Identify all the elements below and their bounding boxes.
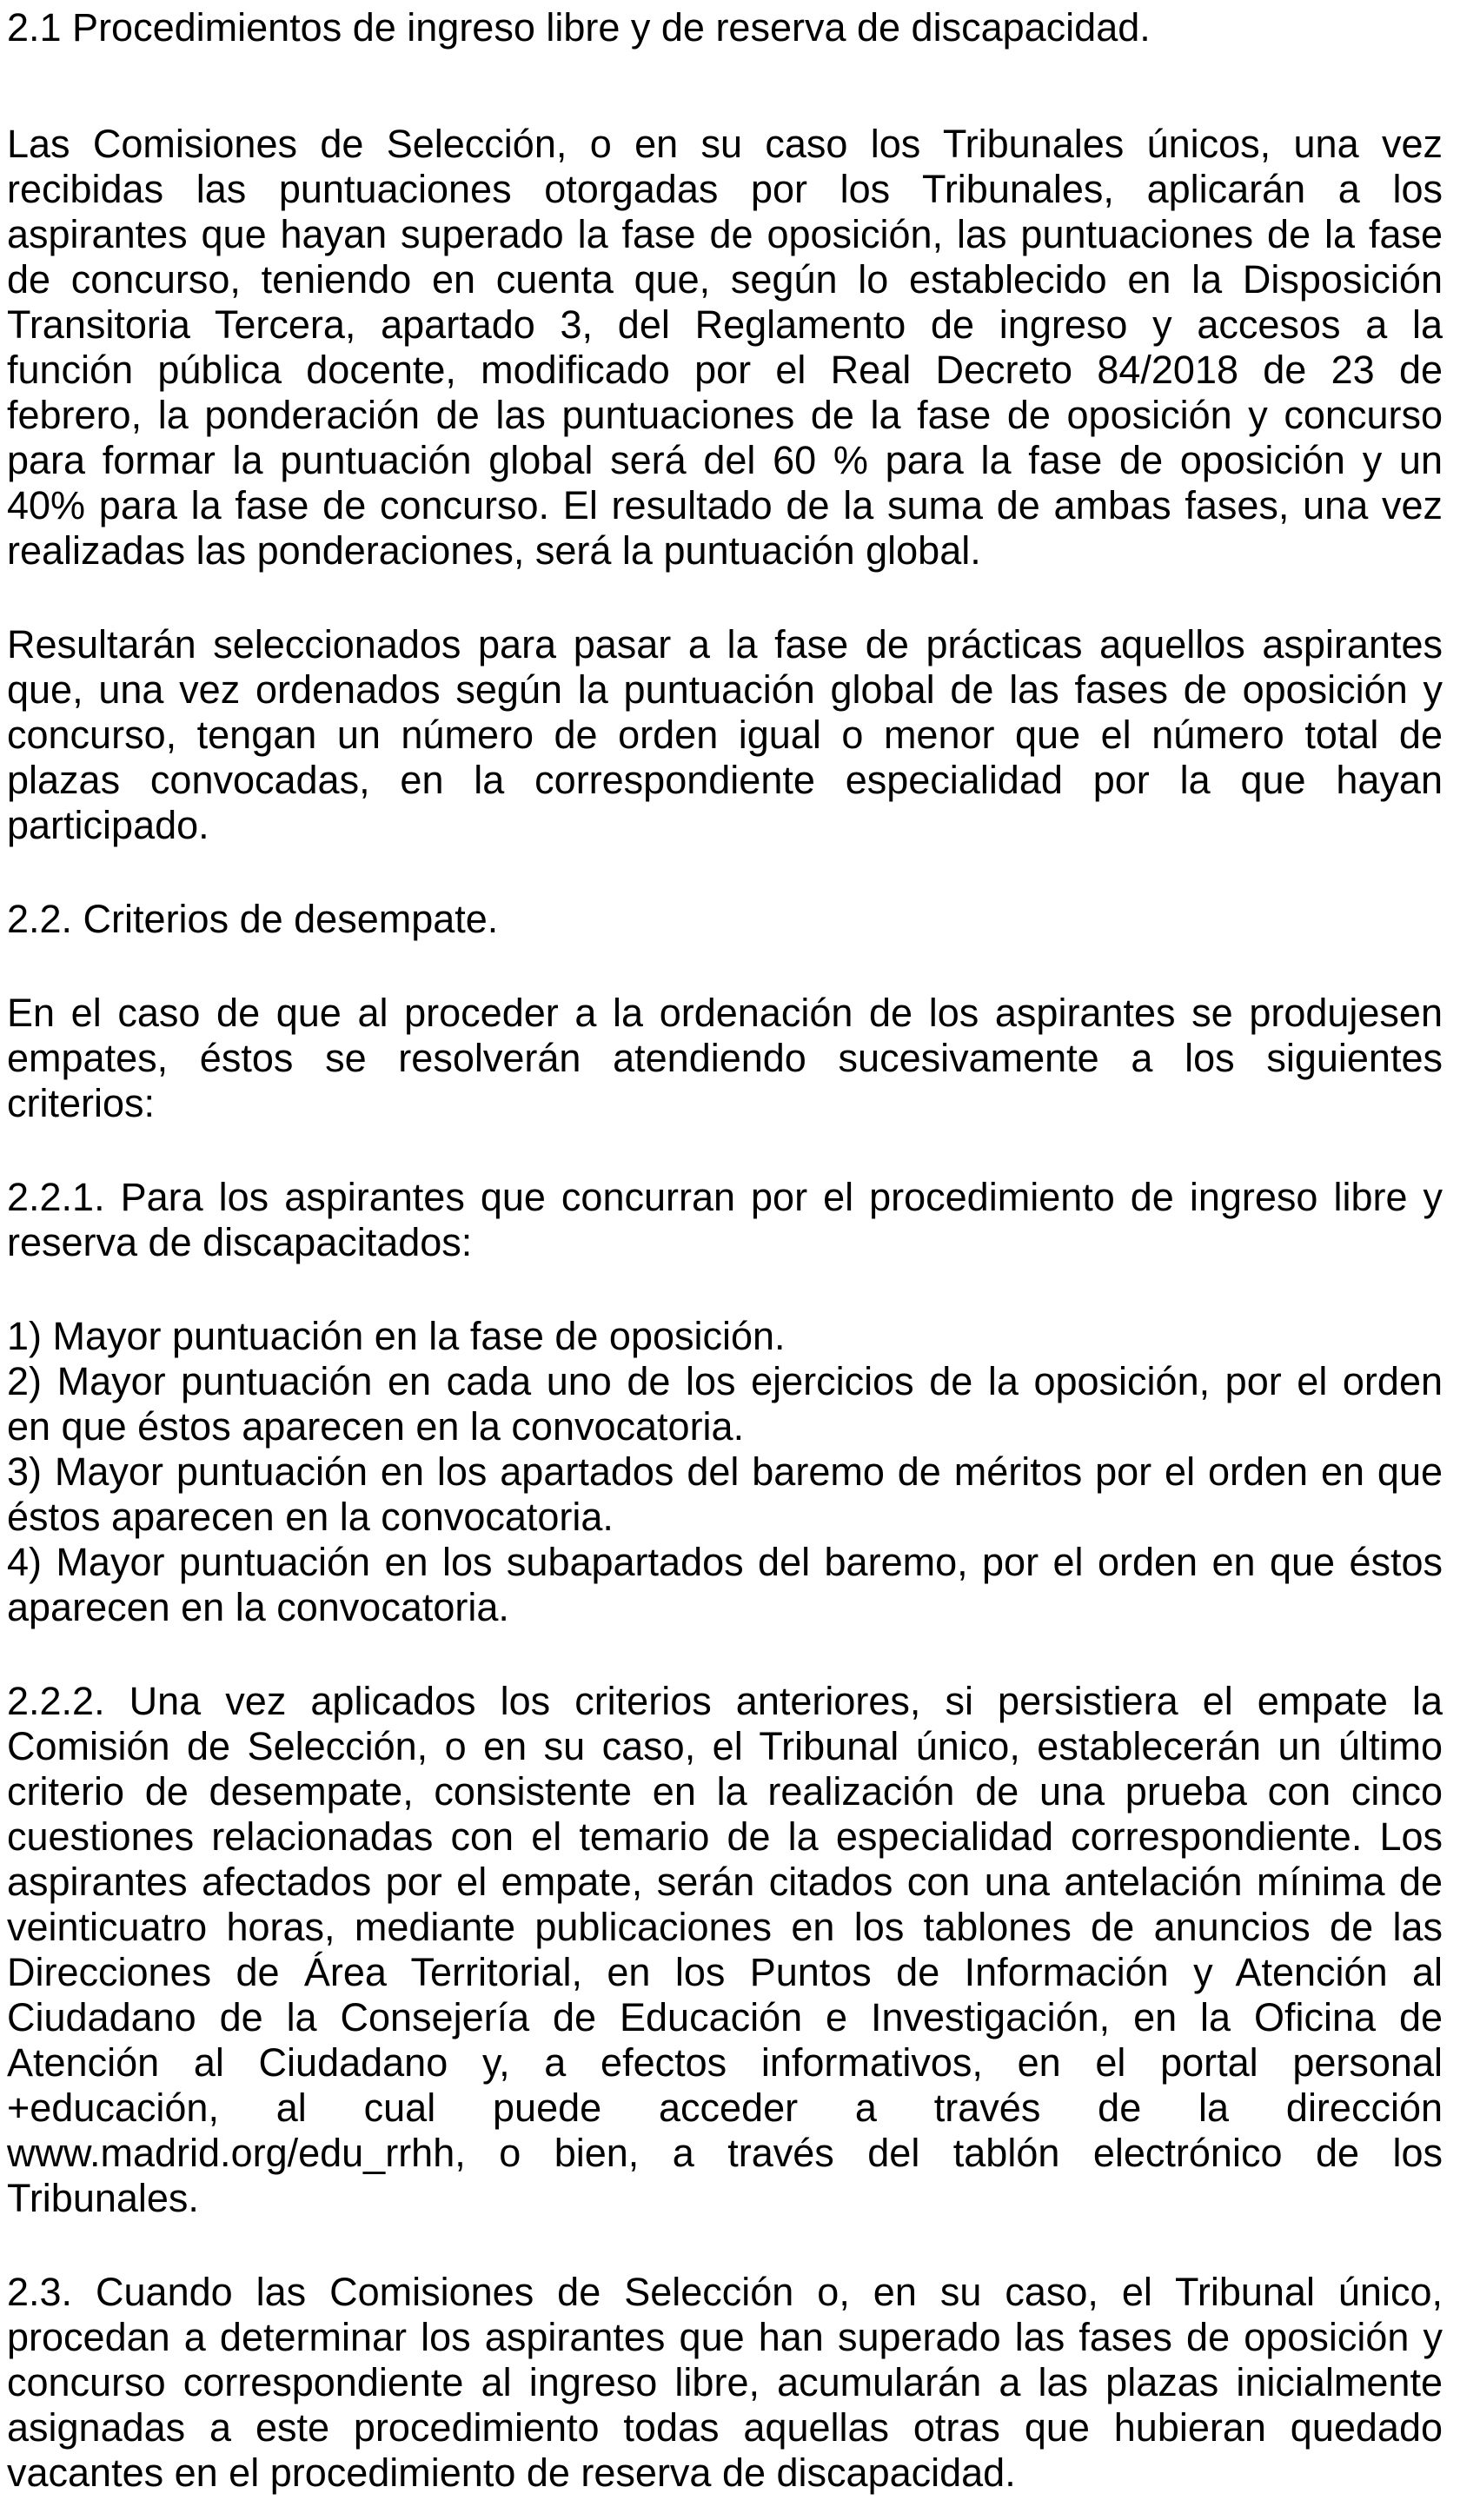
text-line: febrero, la ponderación de las puntuaciones de la fase de oposición y concurso <box>7 393 1443 437</box>
text-paragraph <box>7 1679 1443 2221</box>
text-paragraph <box>7 1175 1443 1265</box>
list-item <box>7 1540 1443 1630</box>
para-seleccionados <box>7 622 1443 848</box>
text-line: participado. <box>7 803 209 847</box>
text-line: Las Comisiones de Selección, o en su caso los Tribunales únicos, una vez <box>7 122 1443 166</box>
text-paragraph <box>7 122 1443 574</box>
text-line: concurso correspondiente al ingreso libre, acumularán a las plazas inicialmente <box>7 2360 1443 2404</box>
text-line: 1) Mayor puntuación en la fase de oposición. <box>7 1314 786 1358</box>
text-paragraph <box>7 991 1443 1126</box>
text-line: vacantes en el procedimiento de reserva de discapacidad. <box>7 2450 1016 2495</box>
text-line: recibidas las puntuaciones otorgadas por los Tribunales, aplicarán a los <box>7 167 1443 211</box>
heading-2-1 <box>7 5 1443 50</box>
text-line: 2.1 Procedimientos de ingreso libre y de reserva de discapacidad. <box>7 5 1151 50</box>
text-line: empates, éstos se resolverán atendiendo sucesivamente a los siguientes <box>7 1036 1443 1080</box>
list-item <box>7 1449 1443 1540</box>
text-line: veinticuatro horas, mediante publicaciones en los tablones de anuncios de las <box>7 1905 1443 1949</box>
text-line: Ciudadano de la Consejería de Educación e Investigación, en la Oficina de <box>7 1995 1443 2039</box>
text-line: Transitoria Tercera, apartado 3, del Reglamento de ingreso y accesos a la <box>7 302 1443 347</box>
text-line: 2.2.2. Una vez aplicados los criterios anteriores, si persistiera el empate la <box>7 1679 1443 1723</box>
text-line: Resultarán seleccionados para pasar a la fase de prácticas aquellos aspirantes <box>7 622 1443 666</box>
para-empates <box>7 991 1443 1126</box>
text-line: éstos aparecen en la convocatoria. <box>7 1495 614 1539</box>
text-line: que, una vez ordenados según la puntuación global de las fases de oposición y <box>7 667 1443 712</box>
text-line: 3) Mayor puntuación en los apartados del baremo de méritos por el orden en que <box>7 1449 1443 1494</box>
text-line: concurso, tengan un número de orden igual o menor que el número total de <box>7 713 1443 757</box>
text-line: criterio de desempate, consistente en la realización de una prueba con cinco <box>7 1769 1443 1814</box>
text-line: Atención al Ciudadano y, a efectos informativos, en el portal personal <box>7 2040 1443 2085</box>
para-2-2-2 <box>7 1679 1443 2221</box>
text-paragraph <box>7 5 1443 50</box>
text-line: aspirantes afectados por el empate, serán citados con una antelación mínima de <box>7 1860 1443 1904</box>
text-line: 2.2.1. Para los aspirantes que concurran por el procedimiento de ingreso libre y <box>7 1175 1443 1219</box>
heading-2-2 <box>7 897 1443 942</box>
text-line: para formar la puntuación global será del 60 % para la fase de oposición y un <box>7 438 1443 482</box>
text-paragraph <box>7 897 1443 942</box>
para-2-3 <box>7 2270 1443 2496</box>
text-line: Tribunales. <box>7 2176 199 2220</box>
text-line: 4) Mayor puntuación en los subapartados del baremo, por el orden en que éstos <box>7 1540 1443 1584</box>
document-page <box>7 5 1443 2496</box>
text-line: 40% para la fase de concurso. El resultado de la suma de ambas fases, una vez <box>7 483 1443 527</box>
text-line: 2.2. Criterios de desempate. <box>7 897 499 941</box>
text-line: 2) Mayor puntuación en cada uno de los ejercicios de la oposición, por el orden <box>7 1359 1443 1403</box>
text-line: Direcciones de Área Territorial, en los Puntos de Información y Atención al <box>7 1950 1443 1994</box>
text-line: plazas convocadas, en la correspondiente especialidad por la que hayan <box>7 758 1443 802</box>
text-line: 2.3. Cuando las Comisiones de Selección o, en su caso, el Tribunal único, <box>7 2270 1443 2314</box>
text-line: asignadas a este procedimiento todas aquellas otras que hubieran quedado <box>7 2405 1443 2450</box>
text-line: realizadas las ponderaciones, será la puntuación global. <box>7 528 981 573</box>
heading-2-2-1 <box>7 1175 1443 1265</box>
text-line: aspirantes que hayan superado la fase de oposición, las puntuaciones de la fase <box>7 212 1443 256</box>
text-line: procedan a determinar los aspirantes que han superado las fases de oposición y <box>7 2315 1443 2359</box>
text-line: www.madrid.org/edu_rrhh, o bien, a través del tablón electrónico de los <box>7 2131 1443 2175</box>
text-line: función pública docente, modificado por el Real Decreto 84/2018 de 23 de <box>7 348 1443 392</box>
text-paragraph <box>7 2270 1443 2496</box>
text-line: criterios: <box>7 1081 156 1125</box>
text-line: de concurso, teniendo en cuenta que, según lo establecido en la Disposición <box>7 257 1443 302</box>
text-line: En el caso de que al proceder a la ordenación de los aspirantes se produjesen <box>7 991 1443 1035</box>
text-line: +educación, al cual puede acceder a través de la dirección <box>7 2086 1443 2130</box>
list-item <box>7 1359 1443 1449</box>
list-item <box>7 1314 1443 1359</box>
text-line: en que éstos aparecen en la convocatoria. <box>7 1404 745 1449</box>
list-criterios-desempate <box>7 1314 1443 1630</box>
text-line: aparecen en la convocatoria. <box>7 1585 509 1629</box>
text-line: Comisión de Selección, o en su caso, el Tribunal único, establecerán un último <box>7 1724 1443 1768</box>
text-line: reserva de discapacitados: <box>7 1220 473 1264</box>
text-line: cuestiones relacionadas con el temario de la especialidad correspondiente. Los <box>7 1814 1443 1859</box>
para-ponderacion <box>7 122 1443 574</box>
text-paragraph <box>7 622 1443 848</box>
